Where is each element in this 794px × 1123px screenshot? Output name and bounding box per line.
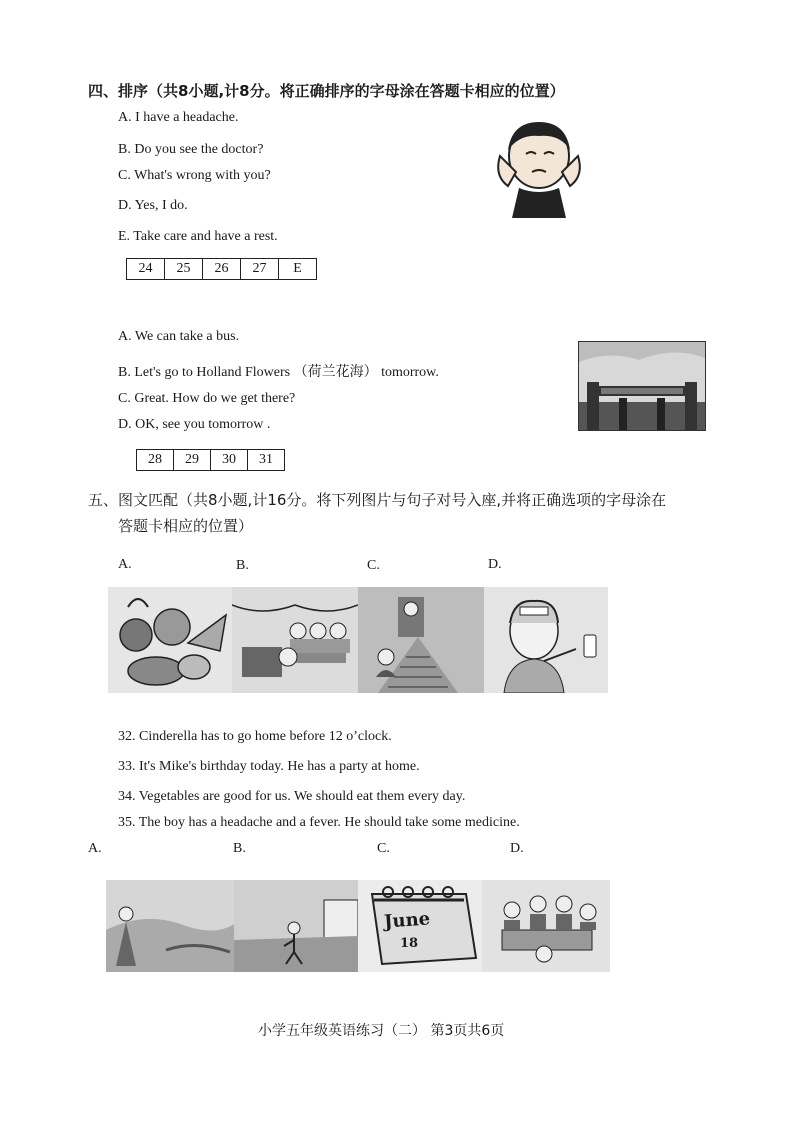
picture-letter-d2: D.: [510, 841, 524, 856]
sick-boy-medicine-image: [484, 587, 608, 693]
answer-boxes-group-b: [136, 449, 285, 471]
section4-title: 四、排序（共8小题,计8分。将正确排序的字母涂在答题卡相应的位置）: [88, 82, 565, 100]
picture-letter-d: D.: [488, 557, 502, 572]
order-item-c2: C. Great. How do we get there?: [118, 391, 296, 406]
cinderella-stairs-image: [358, 587, 484, 693]
order-item-e1: E. Take care and have a rest.: [118, 229, 278, 244]
answer-boxes-group-a: [126, 258, 317, 280]
picture-letter-a: A.: [118, 557, 132, 572]
girl-singing-landscape-image: [106, 880, 234, 972]
match-sentence-35: 35. The boy has a headache and a fever. He should take some medicine.: [118, 815, 520, 830]
order-item-d1: D. Yes, I do.: [118, 198, 188, 213]
answer-box: E: [293, 261, 302, 276]
family-dinner-image: [482, 880, 610, 972]
picture-letter-b2: B.: [233, 841, 246, 856]
june-calendar-image: [358, 880, 482, 972]
order-item-b1: B. Do you see the doctor?: [118, 142, 264, 157]
picture-letter-b: B.: [236, 558, 249, 573]
vegetables-image: [108, 587, 232, 693]
order-item-a2: A. We can take a bus.: [118, 329, 240, 344]
answer-box: 29: [174, 450, 211, 470]
birthday-party-image: [232, 587, 358, 693]
headache-boy-image: [494, 116, 584, 218]
calendar-month: June: [383, 908, 431, 933]
answer-box: 27: [241, 259, 279, 279]
picture-letter-a2: A.: [88, 841, 102, 856]
answer-box: 24: [127, 259, 165, 279]
answer-box: 30: [211, 450, 248, 470]
picture-letter-c: C.: [367, 558, 380, 573]
holland-flowers-gate-image: [578, 341, 706, 431]
answer-box: 25: [165, 259, 203, 279]
answer-box: 26: [203, 259, 241, 279]
calendar-day: 18: [400, 936, 419, 951]
match-sentence-34: 34. Vegetables are good for us. We should eat them every day.: [118, 789, 466, 804]
order-item-b2: B. Let's go to Holland Flowers （荷兰花海） tomorrow.: [118, 365, 439, 380]
order-item-c1: C. What's wrong with you?: [118, 168, 271, 183]
section5-title-line2: 答题卡相应的位置）: [118, 517, 254, 535]
order-item-d2: D. OK, see you tomorrow .: [118, 417, 271, 432]
walking-outdoors-image: [234, 880, 358, 972]
section5-title-line1: 五、图文匹配（共8小题,计16分。将下列图片与句子对号入座,并将正确选项的字母涂在: [88, 491, 667, 509]
answer-box: 28: [137, 450, 174, 470]
page-footer: 小学五年级英语练习（二） 第3页共6页: [258, 1023, 505, 1039]
answer-box: 31: [259, 452, 273, 467]
match-sentence-32: 32. Cinderella has to go home before 12 o’clock.: [118, 729, 392, 744]
order-item-a1: A. I have a headache.: [118, 110, 239, 125]
match-sentence-33: 33. It's Mike's birthday today. He has a party at home.: [118, 759, 420, 774]
picture-letter-c2: C.: [377, 841, 390, 856]
